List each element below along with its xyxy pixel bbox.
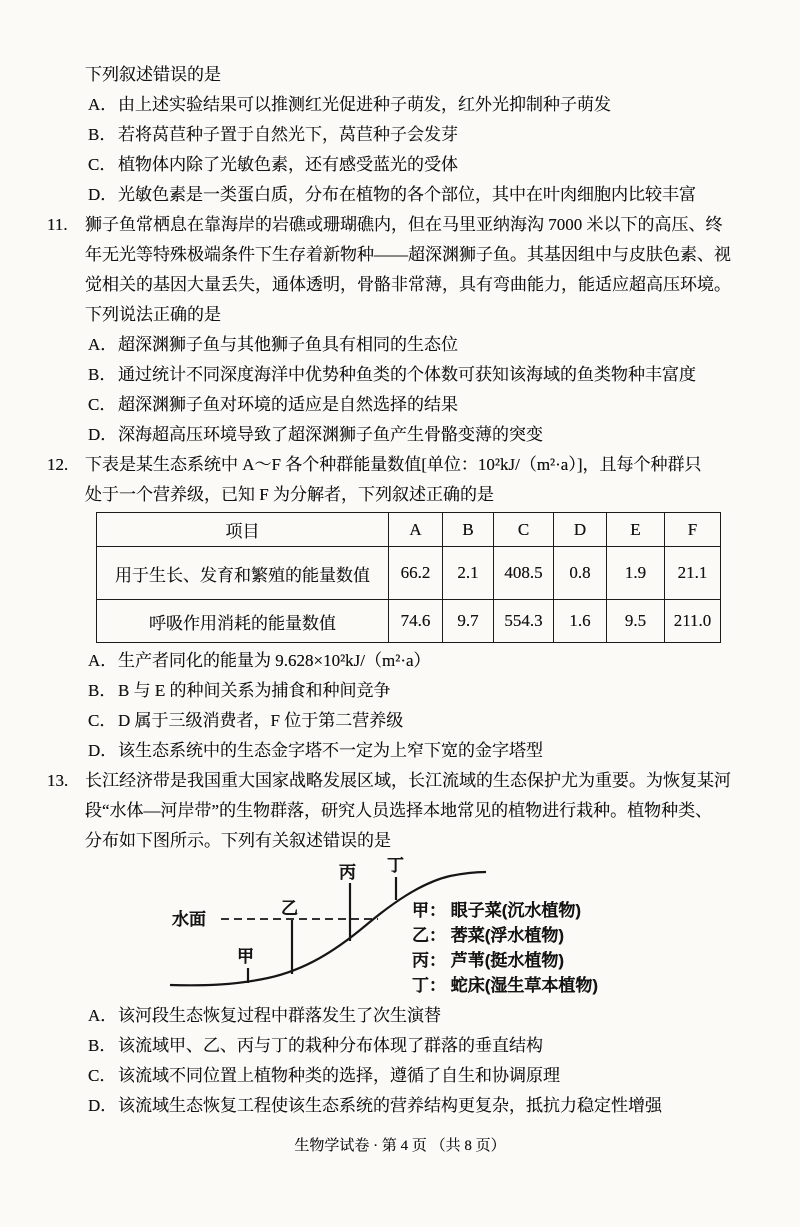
q12-option-b	[0, 676, 800, 706]
table-cell: 554.3	[494, 600, 554, 643]
option-letter: B．	[88, 681, 117, 700]
table-header-cell: 项目	[97, 513, 389, 547]
q10-option-c	[0, 150, 800, 180]
option-letter: D．	[88, 741, 118, 760]
table-cell: 9.5	[607, 600, 665, 643]
diagram-legend	[412, 898, 598, 998]
option-letter: B．	[88, 1036, 117, 1055]
q11-stem-line-1: 11. 狮子鱼常栖息在靠海岸的岩礁或珊瑚礁内，但在马里亚纳海沟 7000 米以下的高压、终	[0, 210, 800, 240]
q13-option-c	[0, 1061, 800, 1091]
row-label: 用于生长、发育和繁殖的能量数值	[97, 547, 389, 600]
q11-option-b	[0, 360, 800, 390]
q13-option-b	[0, 1031, 800, 1061]
table-header-cell: B	[443, 513, 494, 547]
q11-option-c	[0, 390, 800, 420]
table-row	[97, 600, 721, 643]
q12-option-a	[0, 646, 800, 676]
legend-item-jia: 甲： 眼子菜(沉水植物)	[412, 901, 582, 920]
question-number: 12.	[47, 455, 69, 474]
q10-option-d	[0, 180, 800, 210]
option-letter: C．	[88, 1066, 117, 1085]
question-number: 11.	[47, 215, 68, 234]
option-text: 该流域甲、乙、丙与丁的栽种分布体现了群落的垂直结构	[118, 1036, 543, 1055]
table-header-row	[97, 513, 721, 547]
q12-option-d	[0, 736, 800, 766]
q10-stem: 下列叙述错误的是	[85, 65, 221, 84]
table-header-cell: D	[554, 513, 607, 547]
option-text: D 属于三级消费者，F 位于第二营养级	[118, 711, 404, 730]
option-letter: B．	[88, 365, 117, 384]
table-cell: 66.2	[389, 547, 443, 600]
option-letter: C．	[88, 711, 117, 730]
q12-option-c	[0, 706, 800, 736]
table-row	[97, 547, 721, 600]
q11-option-d	[0, 420, 800, 450]
option-letter: C．	[88, 155, 117, 174]
plant-label-yi: 乙	[281, 899, 298, 918]
q12-stem-line-2: 处于一个营养级，已知 F 为分解者，下列叙述正确的是	[85, 485, 494, 504]
option-text: 若将莴苣种子置于自然光下，莴苣种子会发芽	[118, 125, 458, 144]
option-letter: B．	[88, 125, 117, 144]
option-letter: A．	[88, 95, 118, 114]
table-cell: 1.9	[607, 547, 665, 600]
legend-item-bing: 丙： 芦苇(挺水植物)	[412, 951, 565, 970]
q11-option-a	[0, 330, 800, 360]
exam-content	[0, 60, 800, 1121]
option-text: 该流域不同位置上植物种类的选择，遵循了自生和协调原理	[118, 1066, 560, 1085]
table-cell: 0.8	[554, 547, 607, 600]
option-text: 超深渊狮子鱼与其他狮子鱼具有相同的生态位	[118, 335, 458, 354]
plant-label-bing: 丙	[339, 863, 356, 882]
option-letter: A．	[88, 651, 118, 670]
q12-stem-line-1: 12. 下表是某生态系统中 A～F 各个种群能量数值[单位：10²kJ/（m²·a）]，且每个种群只	[0, 450, 800, 480]
table-cell: 9.7	[443, 600, 494, 643]
option-letter: D．	[88, 425, 118, 444]
question-number: 13.	[47, 771, 69, 790]
q13-option-a	[0, 1001, 800, 1031]
option-letter: C．	[88, 395, 117, 414]
option-text: 超深渊狮子鱼对环境的适应是自然选择的结果	[118, 395, 458, 414]
q11-stem-line-4: 下列说法正确的是	[85, 305, 221, 324]
option-text: B 与 E 的种间关系为捕食和种间竞争	[118, 681, 391, 700]
table-cell: 211.0	[665, 600, 721, 643]
option-letter: D．	[88, 185, 118, 204]
riverbed-curve-svg	[0, 856, 800, 1001]
plant-label-jia: 甲	[237, 947, 254, 966]
legend-item-yi: 乙： 莕菜(浮水植物)	[412, 926, 565, 945]
table-cell: 2.1	[443, 547, 494, 600]
q11-stem-line-3: 觉相关的基因大量丢失，通体透明，骨骼非常薄，具有弯曲能力，能适应超高压环境。	[85, 275, 731, 294]
table-header-cell: C	[494, 513, 554, 547]
q13-stem-line-1: 13. 长江经济带是我国重大国家战略发展区域，长江流域的生态保护尤为重要。为恢复某河	[0, 766, 800, 796]
option-text: 植物体内除了光敏色素，还有感受蓝光的受体	[118, 155, 458, 174]
q13-diagram	[0, 856, 800, 1001]
option-letter: A．	[88, 335, 118, 354]
energy-table	[96, 512, 721, 643]
option-text: 生产者同化的能量为 9.628×10²kJ/（m²·a）	[118, 651, 431, 670]
option-text: 深海超高压环境导致了超深渊狮子鱼产生骨骼变薄的突变	[118, 425, 543, 444]
table-cell: 21.1	[665, 547, 721, 600]
table-cell: 1.6	[554, 600, 607, 643]
page-footer: 生物学试卷 · 第 4 页 （共 8 页）	[294, 1138, 506, 1154]
q13-stem-line-2: 段“水体—河岸带”的生物群落，研究人员选择本地常见的植物进行栽种。植物种类、	[85, 801, 713, 820]
q11-stem-line-2: 年无光等特殊极端条件下生存着新物种——超深渊狮子鱼。其基因组中与皮肤色素、视	[85, 245, 731, 264]
option-text: 该河段生态恢复过程中群落发生了次生演替	[118, 1006, 441, 1025]
q13-option-d	[0, 1091, 800, 1121]
option-text: 光敏色素是一类蛋白质，分布在植物的各个部位，其中在叶肉细胞内比较丰富	[118, 185, 696, 204]
q10-option-b	[0, 120, 800, 150]
option-text: 由上述实验结果可以推测红光促进种子萌发，红外光抑制种子萌发	[118, 95, 611, 114]
plant-label-ding: 丁	[387, 856, 404, 875]
table-header-cell: E	[607, 513, 665, 547]
option-text: 该流域生态恢复工程使该生态系统的营养结构更复杂，抵抗力稳定性增强	[118, 1096, 662, 1115]
table-cell: 408.5	[494, 547, 554, 600]
table-header-cell: A	[389, 513, 443, 547]
q10-option-a	[0, 90, 800, 120]
option-text: 通过统计不同深度海洋中优势种鱼类的个体数可获知该海域的鱼类物种丰富度	[118, 365, 696, 384]
water-surface-label: 水面	[172, 910, 206, 929]
q13-stem-line-3: 分布如下图所示。下列有关叙述错误的是	[85, 831, 391, 850]
option-letter: A．	[88, 1006, 118, 1025]
row-label: 呼吸作用消耗的能量数值	[97, 600, 389, 643]
legend-item-ding: 丁： 蛇床(湿生草本植物)	[412, 976, 599, 995]
table-cell: 74.6	[389, 600, 443, 643]
option-letter: D．	[88, 1096, 118, 1115]
table-header-cell: F	[665, 513, 721, 547]
option-text: 该生态系统中的生态金字塔不一定为上窄下宽的金字塔型	[118, 741, 543, 760]
